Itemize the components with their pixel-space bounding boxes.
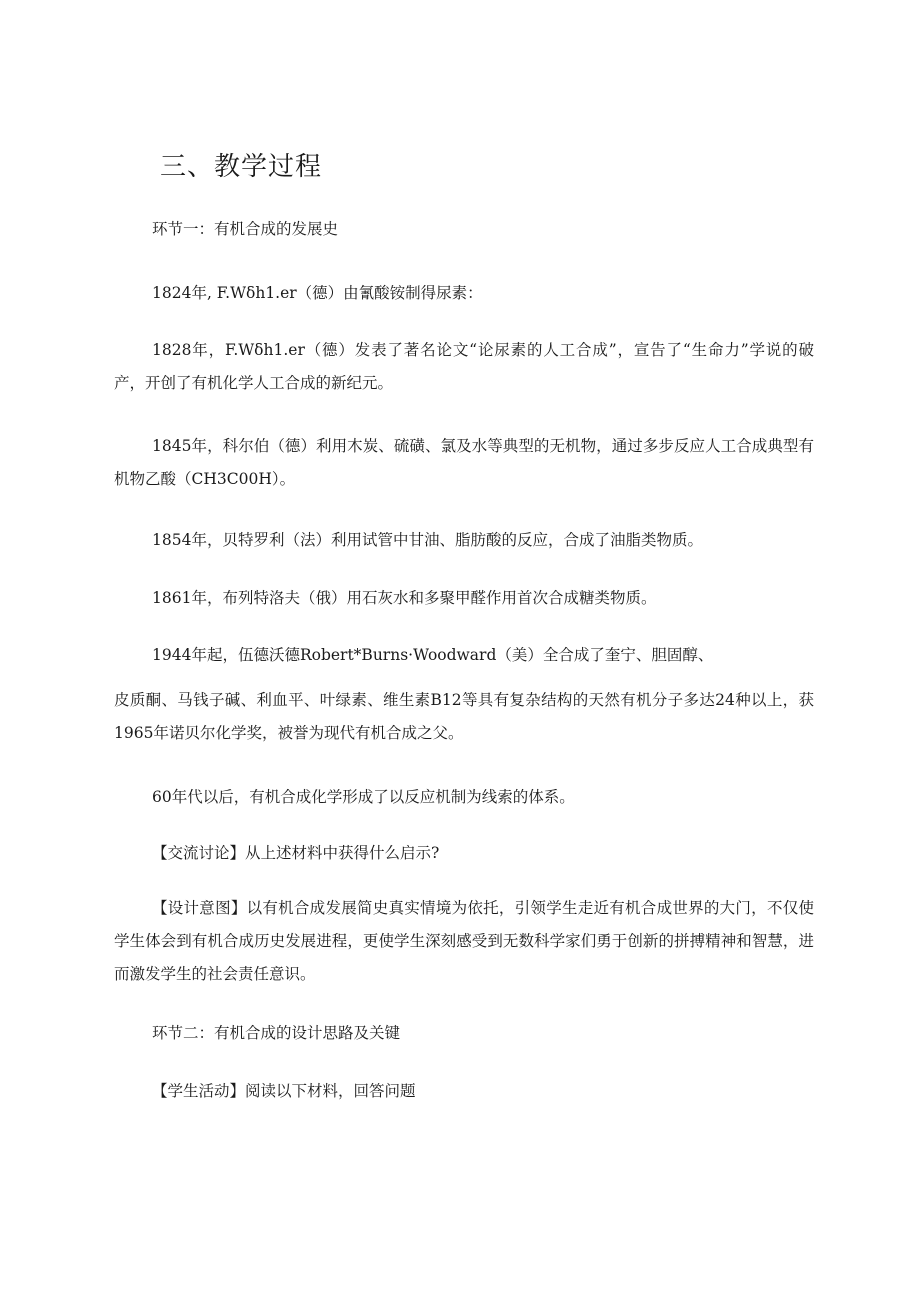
student-activity: 【学生活动】阅读以下材料，回答问题 [152,1082,416,1100]
paragraph-1824: 1824年, F.Wδh1.er（德）由氰酸铵制得尿素： [152,284,483,302]
paragraph-1960s: 60年代以后，有机合成化学形成了以反应机制为线索的体系。 [152,788,575,806]
section-two-title: 环节二：有机合成的设计思路及关键 [152,1024,401,1042]
section-heading: 三、教学过程 [160,152,323,182]
paragraph-1944-intro: 1944年起，伍德沃德Robert*Burns·Woodward（美）全合成了奎宁、胆固醇、 [152,646,714,664]
paragraph-1944-continued: 皮质酮、马钱子碱、利血平、叶绿素、维生素B12等具有复杂结构的天然有机分子多达24种以上，获1965年诺贝尔化学奖，被誉为现代有机合成之父。 [114,691,814,742]
paragraph-1828: 1828年，F.Wδh1.er（德）发表了著名论文“论尿素的人工合成”，宣告了“生命力”学说的破产，开创了有机化学人工合成的新纪元。 [114,341,814,392]
paragraph-1845: 1845年，科尔伯（德）利用木炭、硫磺、氯及水等典型的无机物，通过多步反应人工合成典型有机物乙酸（CH3C00H）。 [114,437,814,488]
section-one-title: 环节一：有机合成的发展史 [152,220,339,238]
paragraph-1854: 1854年，贝特罗利（法）利用试管中甘油、脂肪酸的反应，合成了油脂类物质。 [152,531,703,549]
design-intent: 【设计意图】以有机合成发展简史真实情境为依托，引领学生走近有机合成世界的大门，不仅使学生体会到有机合成历史发展进程，更使学生深刻感受到无数科学家们勇于创新的拼搏精神和智慧，进而激发学生的社会责任意识。 [114,899,814,983]
discussion-prompt: 【交流讨论】从上述材料中获得什么启示? [152,844,440,862]
paragraph-1861: 1861年，布列特洛夫（俄）用石灰水和多聚甲醛作用首次合成糖类物质。 [152,589,657,607]
